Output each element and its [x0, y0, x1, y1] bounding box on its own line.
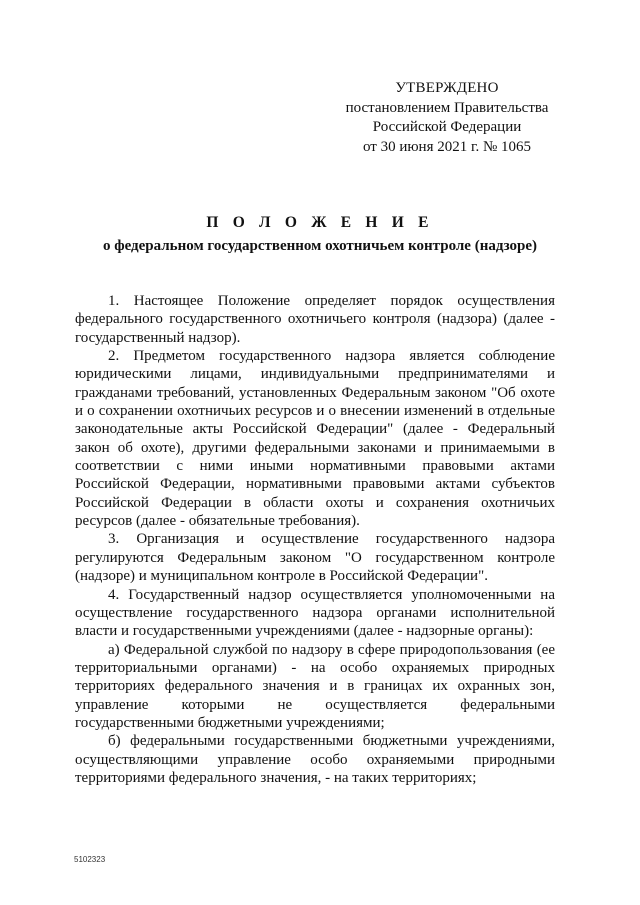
- paragraph-4a: а) Федеральной службой по надзору в сфере природопользования (ее территориальными органами) - на особо охраняемых природных территориях федерального значения и в границах их охранных зон, управление которыми не осуществляется федеральными государственными бюджетными учреждениями;: [75, 641, 555, 731]
- approval-line-1: постановлением Правительства: [345, 99, 549, 116]
- document-body: [75, 292, 555, 787]
- approval-heading: УТВЕРЖДЕНО: [395, 80, 499, 96]
- document-subtitle: о федеральном государственном охотничьем контроле (надзоре): [102, 238, 538, 254]
- paragraph-3: 3. Организация и осуществление государственного надзора регулируются Федеральным законом "О государственном контроле (надзоре) и муниципальном контроле в Российской Федерации".: [75, 531, 555, 585]
- approval-stamp: [332, 79, 562, 157]
- document-code: 5102323: [74, 855, 106, 864]
- paragraph-4: 4. Государственный надзор осуществляется уполномоченными на осуществление государственного надзора органами исполнительной власти и государственными учреждениями (далее - надзорные органы):: [75, 586, 555, 640]
- paragraph-1: 1. Настоящее Положение определяет порядок осуществления федерального государственного охотничьего контроля (надзора) (далее - государственный надзор).: [75, 293, 555, 346]
- paragraph-2: 2. Предметом государственного надзора является соблюдение юридическими лицами, индивидуальными предпринимателями и гражданами требований, установленных Федеральным законом "Об охоте и о сохранении охотничьих ресурсов и о внесении изменений в отдельные законодательные акты Российской Федерации" (далее - Федеральный закон об охоте), другими федеральными законами и принимаемыми в соответствии с ними иными нормативными правовыми актами Российской Федерации, нормативными правовыми актами субъектов Российской Федерации в области охоты и сохранения охотничьих ресурсов (далее - обязательные требования).: [75, 348, 555, 530]
- approval-line-3: от 30 июня 2021 г. № 1065: [362, 138, 532, 155]
- approval-line-2: Российской Федерации: [372, 119, 522, 135]
- document-title: П О Л О Ж Е Н И Е: [206, 214, 434, 231]
- paragraph-4b: б) федеральными государственными бюджетными учреждениями, осуществляющими управление особо охраняемыми природными территориями федерального значения, - на таких территориях;: [75, 733, 555, 786]
